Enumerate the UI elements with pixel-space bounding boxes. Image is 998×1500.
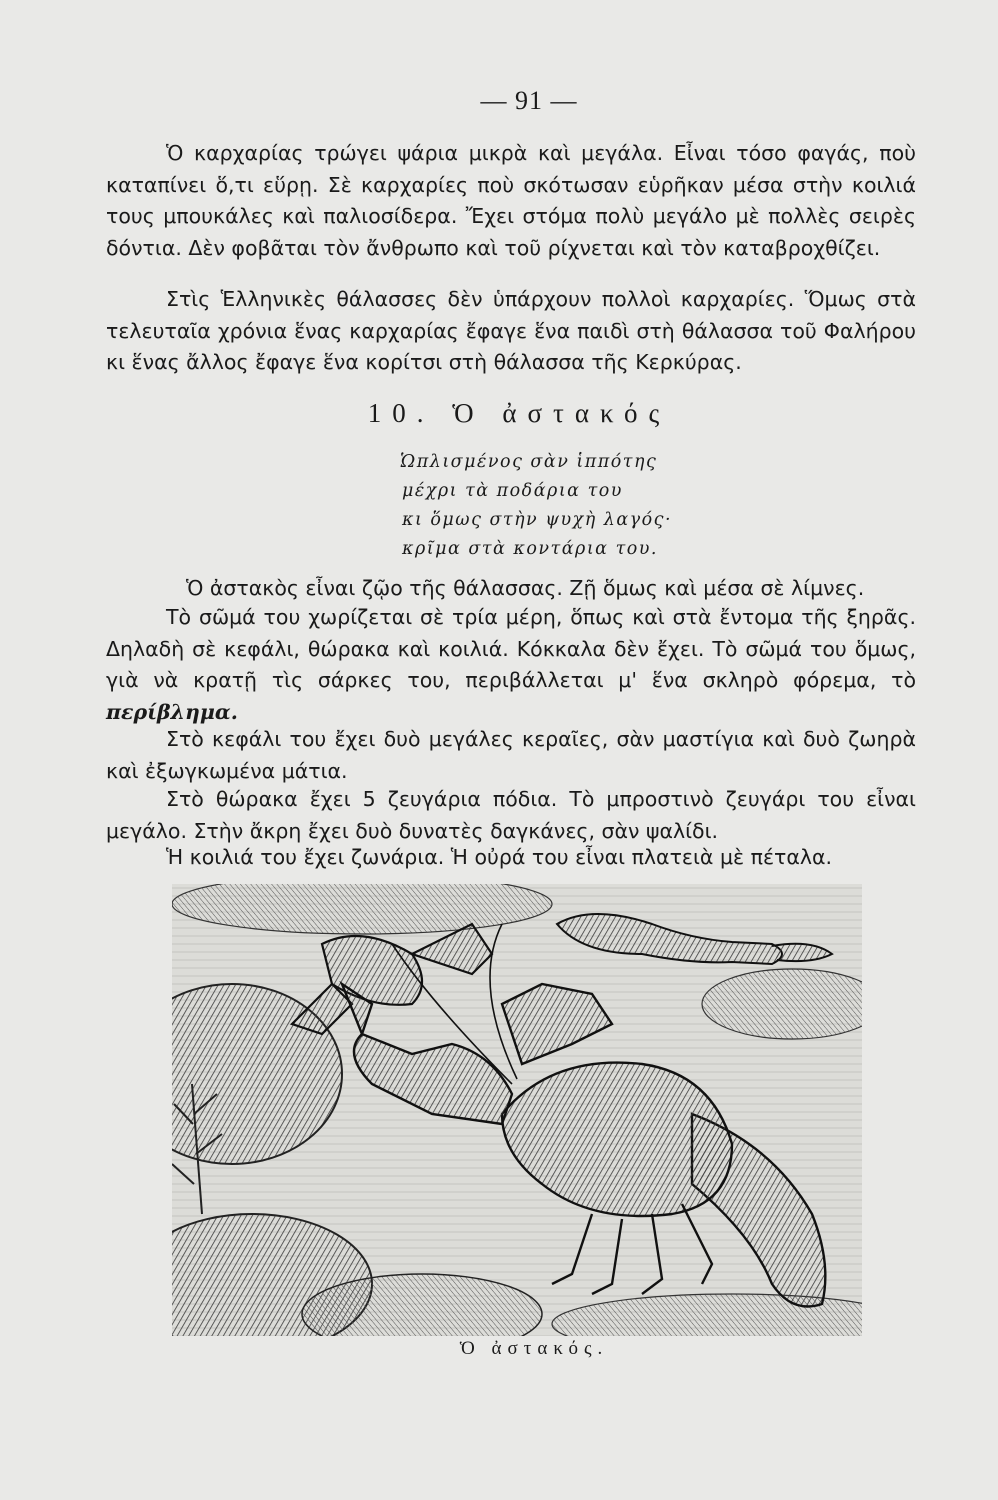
page-number: — 91 — — [480, 86, 578, 115]
term-periblima: περίβλημα. — [106, 699, 238, 724]
poem-line: κρῖμα στὰ κοντάρια του. — [402, 539, 658, 559]
paragraph-text: Τὸ σῶμά του χωρίζεται σὲ τρία μέρη, ὅπως καὶ στὰ ἔντομα τῆς ξηρᾶς. Δηλαδὴ σὲ κεφάλι, θώρακα καὶ κοιλιά. Κόκκαλα δὲν ἔχει. Τὸ σῶμά του ὅμως, γιὰ νὰ κρατῇ τὶς σάρκες του, περιβάλλεται μ' ἕνα σκληρὸ φόρεμα, τὸ — [106, 605, 916, 692]
paragraph-shark-diet — [106, 138, 916, 264]
paragraph-body-parts — [106, 602, 916, 728]
paragraph-text: Ὁ καρχαρίας τρώγει ψάρια μικρὰ καὶ μεγάλα. Εἶναι τόσο φαγάς, ποὺ καταπίνει ὅ,τι εὕρῃ. Σὲ καρχαρίες ποὺ σκότωσαν εὑρῆκαν μέσα στὴν κοιλιά τους μπουκάλες καὶ παλιοσίδερα. Ἔχει στόμα πολὺ μεγάλο μὲ πολλὲς σειρὲς δόντια. Δὲν φοβᾶται τὸν ἄνθρωπο καὶ τοῦ ρίχνεται καὶ τὸν καταβροχθίζει. — [106, 141, 916, 260]
paragraph-head — [106, 724, 916, 787]
paragraph-habitat — [106, 573, 916, 605]
paragraph-text: Ἡ κοιλιά του ἔχει ζωνάρια. Ἡ οὐρά του εἶναι πλατειὰ μὲ πέταλα. — [166, 845, 833, 869]
poem-line: κι ὅμως στὴν ψυχὴ λαγός· — [402, 510, 673, 530]
poem-line: μέχρι τὰ ποδάρια του — [402, 481, 623, 501]
section-heading: 10. Ὁ ἀστακός — [367, 398, 671, 428]
paragraph-text: Στὸ κεφάλι του ἔχει δυὸ μεγάλες κεραῖες, σὰν μαστίγια καὶ δυὸ ζωηρὰ καὶ ἐξωγκωμένα μάτια. — [106, 727, 916, 783]
paragraph-abdomen — [106, 842, 916, 874]
epigraph-poem — [400, 448, 672, 564]
paragraph-text: Ὁ ἀστακὸς εἶναι ζῷο τῆς θάλασσας. Ζῇ ὅμως καὶ μέσα σὲ λίμνες. — [186, 576, 865, 600]
crayfish-engraving-icon — [172, 884, 862, 1336]
paragraph-shark-greece — [106, 284, 916, 379]
paragraph-text: Στὶς Ἑλληνικὲς θάλασσες δὲν ὑπάρχουν πολλοὶ καρχαρίες. Ὅμως στὰ τελευταῖα χρόνια ἕνας καρχαρίας ἔφαγε ἕνα παιδὶ στὴ θάλασσα τοῦ Φαλήρου κι ἕνας ἄλλος ἔφαγε ἕνα κορίτσι στὴ θάλασσα τῆς Κερκύρας. — [106, 287, 916, 374]
crayfish-illustration — [172, 884, 862, 1336]
paragraph-text: Στὸ θώρακα ἔχει 5 ζευγάρια πόδια. Τὸ μπροστινὸ ζευγάρι του εἶναι μεγάλο. Στὴν ἄκρη ἔχει δυὸ δυνατὲς δαγκάνες, σὰν ψαλίδι. — [106, 787, 916, 843]
paragraph-thorax — [106, 784, 916, 847]
poem-line: Ὡπλισμένος σὰν ἱππότης — [400, 452, 658, 472]
figure-caption: Ὁ ἀστακός. — [459, 1338, 609, 1359]
